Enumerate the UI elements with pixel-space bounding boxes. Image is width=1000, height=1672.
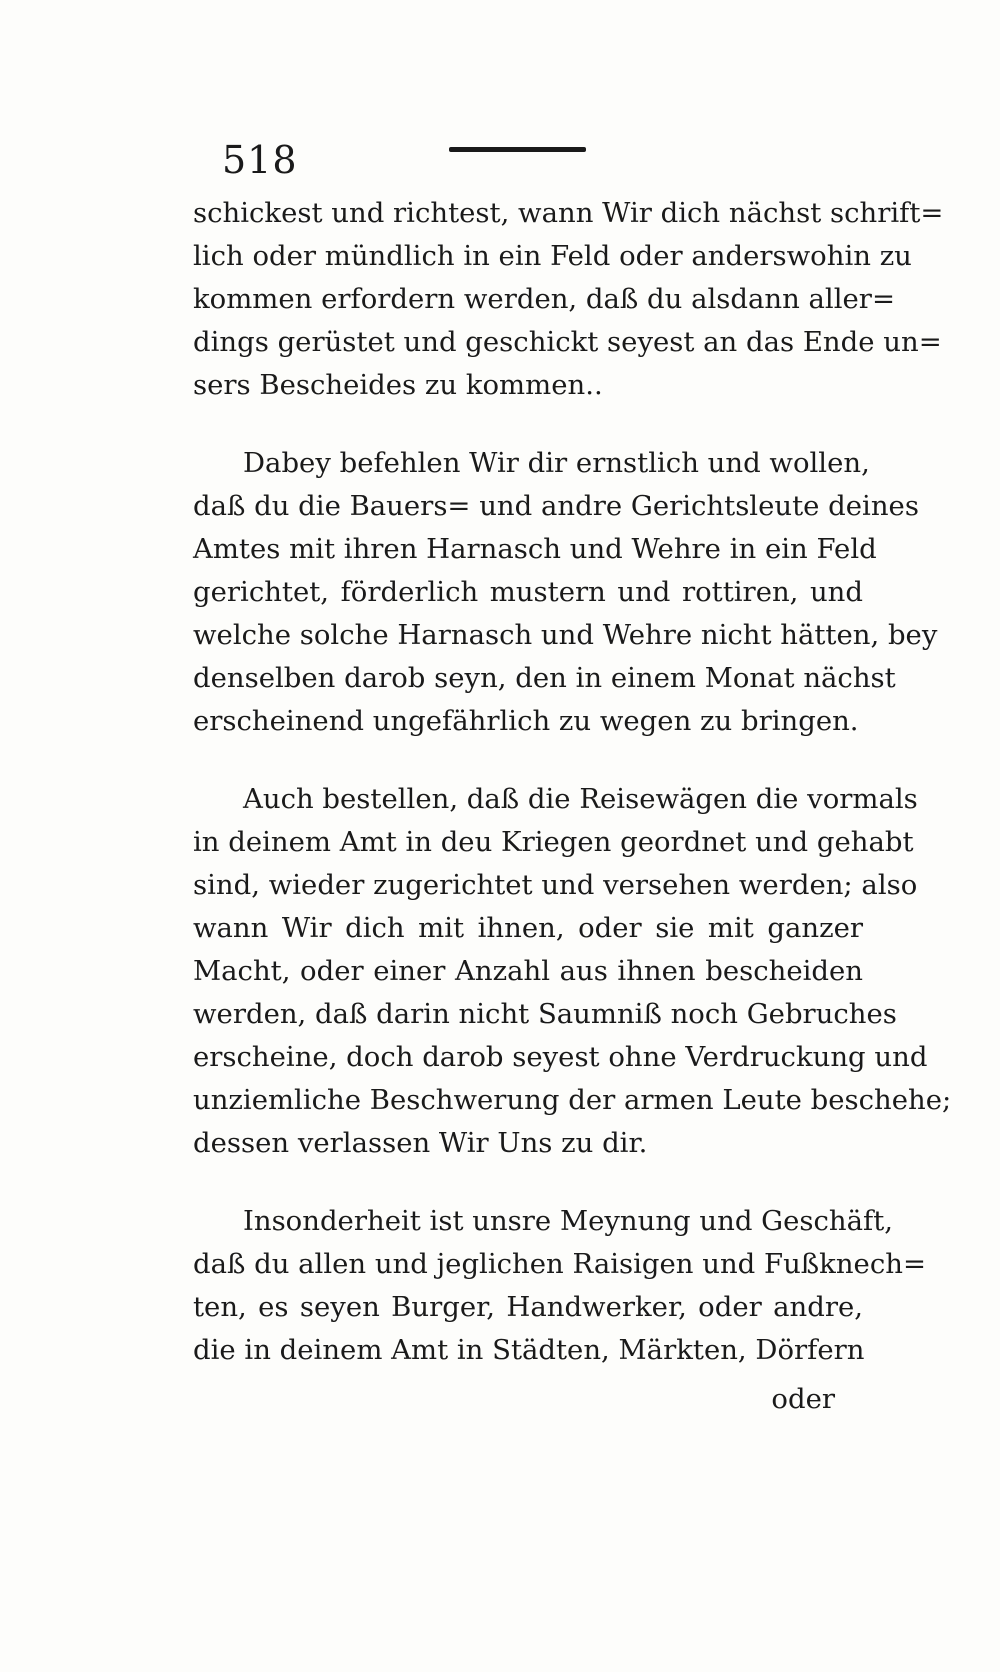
text-line: dings gerüstet und geschickt seyest an das Ende un= xyxy=(193,326,942,358)
paragraph-2 xyxy=(193,442,938,743)
text-line: daß du allen und jeglichen Raisigen und Fußknech= xyxy=(193,1248,926,1280)
text-line: kommen erfordern werden, daß du alsdann aller= xyxy=(193,283,895,315)
text-line: Macht, oder einer Anzahl aus ihnen bescheiden xyxy=(193,955,863,987)
text-line: Auch bestellen, daß die Reisewägen die vormals xyxy=(243,783,918,815)
text-line: erscheinend ungefährlich zu wegen zu bringen. xyxy=(193,705,859,737)
text-line: Amtes mit ihren Harnasch und Wehre in ein Feld xyxy=(193,533,877,565)
text-line: lich oder mündlich in ein Feld oder anderswohin zu xyxy=(193,240,912,272)
catchword: oder xyxy=(771,1383,835,1415)
page-number: 518 xyxy=(222,138,298,182)
header-rule xyxy=(449,147,586,152)
text-line: dessen verlassen Wir Uns zu dir. xyxy=(193,1127,648,1159)
paragraph-1 xyxy=(193,192,944,407)
text-line: die in deinem Amt in Städten, Märkten, Dörfern xyxy=(193,1334,865,1366)
text-line: erscheine, doch darob seyest ohne Verdruckung und xyxy=(193,1041,928,1073)
text-line: daß du die Bauers= und andre Gerichtsleute deines xyxy=(193,490,919,522)
text-line: sind, wieder zugerichtet und versehen werden; also xyxy=(193,869,918,901)
text-line: Insonderheit ist unsre Meynung und Geschäft, xyxy=(243,1205,893,1237)
text-line: Dabey befehlen Wir dir ernstlich und wollen, xyxy=(243,447,870,479)
text-line: denselben darob seyn, den in einem Monat nächst xyxy=(193,662,896,694)
text-line: in deinem Amt in deu Kriegen geordnet und gehabt xyxy=(193,826,914,858)
text-line: welche solche Harnasch und Wehre nicht hätten, bey xyxy=(193,619,938,651)
text-line: unziemliche Beschwerung der armen Leute beschehe; xyxy=(193,1084,952,1116)
text-line: gerichtet, förderlich mustern und rottiren, und xyxy=(193,576,863,608)
paragraph-4 xyxy=(193,1200,926,1372)
text-line: wann Wir dich mit ihnen, oder sie mit ganzer xyxy=(193,912,863,944)
text-line: schickest und richtest, wann Wir dich nächst schrift= xyxy=(193,197,944,229)
paragraph-3 xyxy=(193,778,952,1165)
text-line: ten, es seyen Burger, Handwerker, oder andre, xyxy=(193,1291,863,1323)
text-line: werden, daß darin nicht Saumniß noch Gebruches xyxy=(193,998,897,1030)
body-text xyxy=(193,192,952,1407)
text-line: sers Bescheides zu kommen.. xyxy=(193,369,603,401)
